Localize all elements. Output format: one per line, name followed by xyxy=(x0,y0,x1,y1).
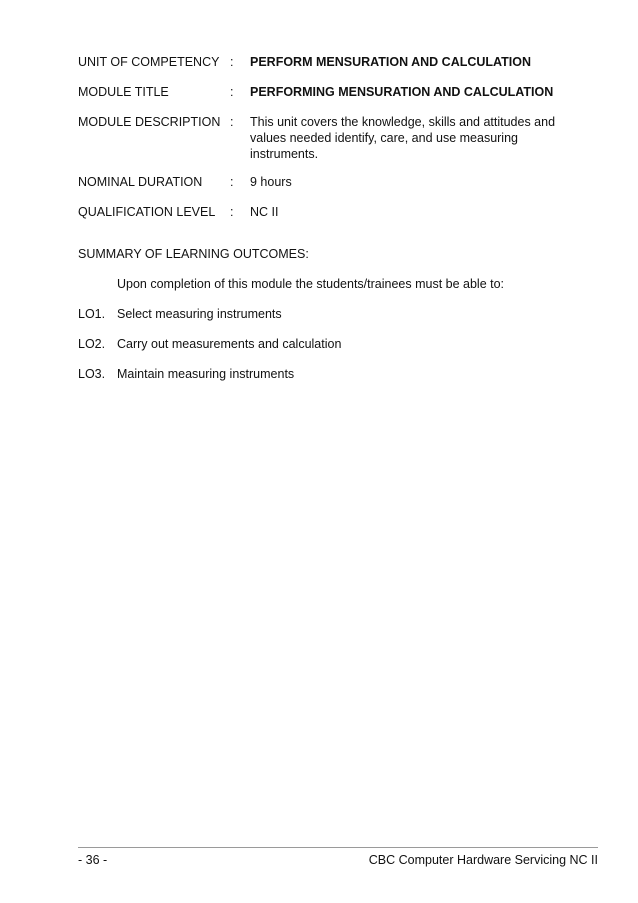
outcome-text: Carry out measurements and calculation xyxy=(117,337,342,351)
field-label: NOMINAL DURATION xyxy=(78,175,203,189)
field-label: UNIT OF COMPETENCY xyxy=(78,55,220,69)
summary-heading: SUMMARY OF LEARNING OUTCOMES: xyxy=(78,247,309,261)
field-module-title xyxy=(78,84,598,100)
field-value: 9 hours xyxy=(250,175,292,189)
field-qualification-level xyxy=(78,204,598,220)
field-label: QUALIFICATION LEVEL xyxy=(78,205,216,219)
field-separator: : xyxy=(230,175,234,189)
outcome-text: Maintain measuring instruments xyxy=(117,367,295,381)
outcome-code: LO1. xyxy=(78,307,106,321)
field-separator: : xyxy=(230,85,234,99)
learning-outcome xyxy=(78,306,282,322)
field-separator: : xyxy=(230,55,234,69)
outcome-code: LO2. xyxy=(78,337,106,351)
field-separator: : xyxy=(230,205,234,219)
page-number: - 36 - xyxy=(78,853,108,867)
field-value: NC II xyxy=(250,205,279,219)
field-label: MODULE DESCRIPTION xyxy=(78,115,221,129)
field-label: MODULE TITLE xyxy=(78,85,169,99)
field-separator: : xyxy=(230,115,234,129)
outcome-code: LO3. xyxy=(78,367,106,381)
field-value: PERFORMING MENSURATION AND CALCULATION xyxy=(250,85,554,99)
field-nominal-duration xyxy=(78,174,598,190)
field-value: This unit covers the knowledge, skills and attitudes and values needed identify, care, and use measuring instruments. xyxy=(250,115,556,161)
footer-divider xyxy=(78,847,598,848)
learning-outcome xyxy=(78,366,294,382)
footer-title: CBC Computer Hardware Servicing NC II xyxy=(368,853,598,867)
field-unit-of-competency xyxy=(78,54,598,70)
field-value: PERFORM MENSURATION AND CALCULATION xyxy=(250,55,531,69)
field-module-description xyxy=(78,114,598,162)
summary-intro: Upon completion of this module the students/trainees must be able to: xyxy=(117,277,505,291)
learning-outcome xyxy=(78,336,341,352)
outcome-text: Select measuring instruments xyxy=(117,307,282,321)
